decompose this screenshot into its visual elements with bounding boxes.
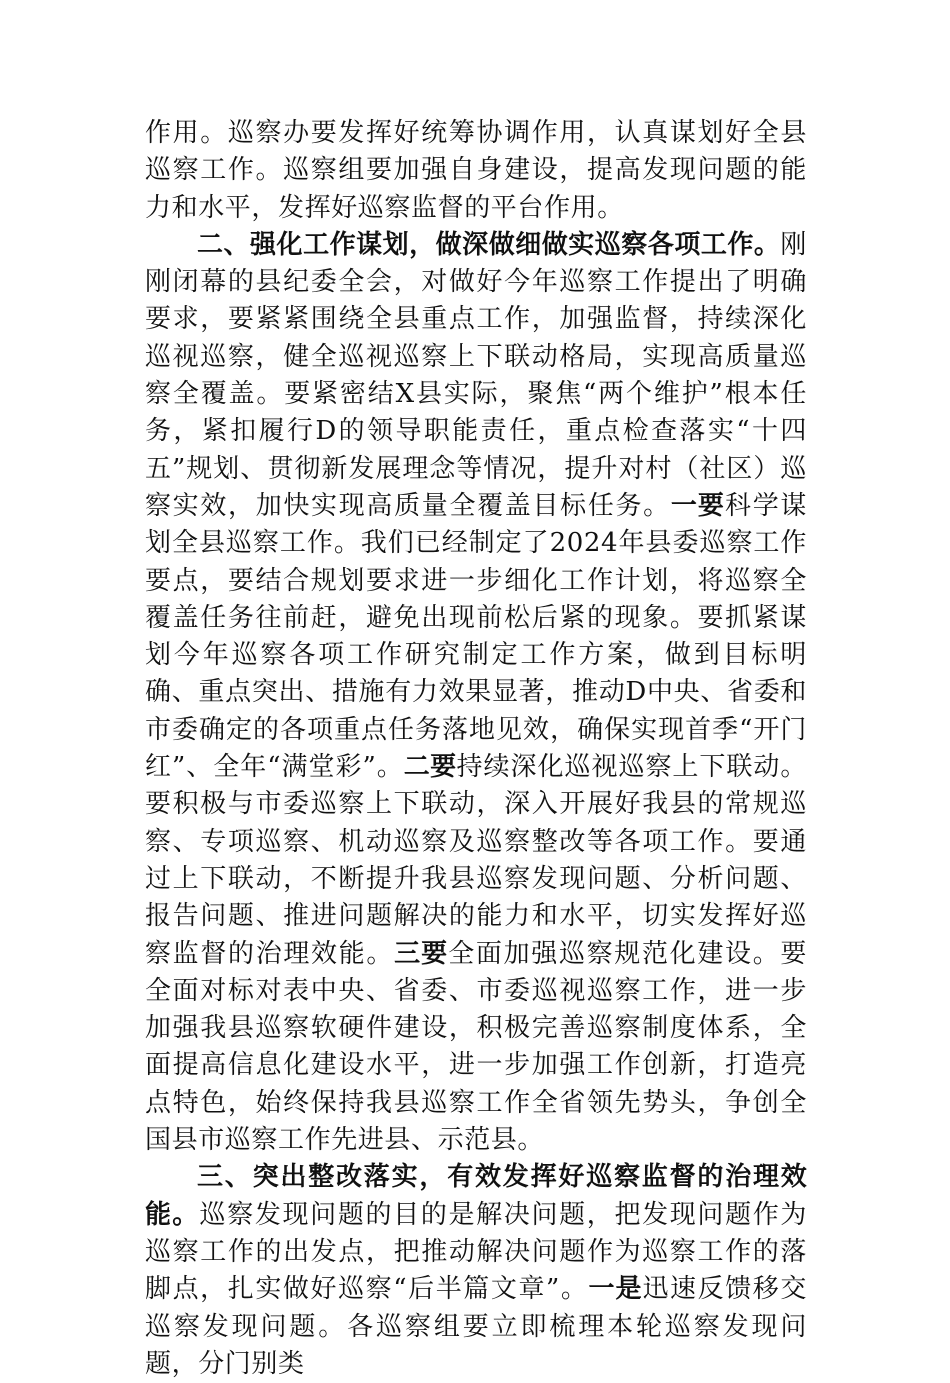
item-lead-three-yao: 三要 xyxy=(394,938,449,969)
paragraph-text: 作用。巡察办要发挥好统筹协调作用，认真谋划好全县巡察工作。巡察组要加强自身建设，提高发现问题的能力和水平，发挥好巡察监督的平台作用。 xyxy=(145,118,807,223)
item-text-three-yao: 全面加强巡察规范化建设。要全面对标对表中央、省委、市委巡视巡察工作，进一步加强我县巡察软硬件建设，积极完善巡察制度体系，全面提高信息化建设水平，进一步加强工作创新，打造亮点特色，始终保持我县巡察工作全省领先势头，争创全国县市巡察工作先进县、示范县。 xyxy=(145,938,807,1156)
paragraph-continuation xyxy=(145,115,807,227)
paragraph-section-three xyxy=(145,1159,807,1383)
paragraph-section-two xyxy=(145,227,807,1159)
item-lead-one-shi: 一是 xyxy=(588,1274,643,1305)
section-three-intro: 巡察发现问题的目的是解决问题，把发现问题作为巡察工作的出发点，把推动解决问题作为巡察工作的落脚点，扎实做好巡察“后半篇文章”。 xyxy=(145,1199,808,1305)
section-heading-two: 二、强化工作谋划，做深做细做实巡察各项工作。 xyxy=(197,229,781,260)
item-lead-two-yao: 二要 xyxy=(403,752,457,783)
item-lead-one-yao: 一要 xyxy=(670,490,726,521)
item-text-two-yao: 持续深化巡视巡察上下联动。要积极与市委巡察上下联动，深入开展好我县的常规巡察、专项巡察、机动巡察及巡察整改等各项工作。要通过上下联动，不断提升我县巡察发现问题、分析问题、报告问题、推进问题解决的能力和水平，切实发挥好巡察监督的治理效能。 xyxy=(145,752,807,969)
item-text-one-yao: 科学谋划全县巡察工作。我们已经制定了2024年县委巡察工作要点，要结合规划要求进一步细化工作计划，将巡察全覆盖任务往前赶，避免出现前松后紧的现象。要抓紧谋划今年巡察各项工作研究制定工作方案，做到目标明确、重点突出、措施有力效果显著，推动D中央、省委和市委确定的各项重点任务落地见效，确保实现首季“开门红”、全年“满堂彩”。 xyxy=(145,490,807,783)
section-heading-three: 三、突出整改落实，有效发挥好巡察监督的治理效能。 xyxy=(145,1162,807,1230)
item-text-one-shi: 迅速反馈移交巡察发现问题。各巡察组要立即梳理本轮巡察发现问题，分门别类 xyxy=(145,1274,807,1379)
document-page xyxy=(145,115,807,1383)
section-two-intro: 刚刚闭幕的县纪委全会，对做好今年巡察工作提出了明确要求，要紧紧围绕全县重点工作，加强监督，持续深化巡视巡察，健全巡视巡察上下联动格局，实现高质量巡察全覆盖。要紧密结X县实际，聚焦“两个维护”根本任务，紧扣履行D的领导职能责任，重点检查落实“十四五”规划、贯彻新发展理念等情况，提升对村（社区）巡察实效，加快实现高质量全覆盖目标任务。 xyxy=(145,229,807,521)
